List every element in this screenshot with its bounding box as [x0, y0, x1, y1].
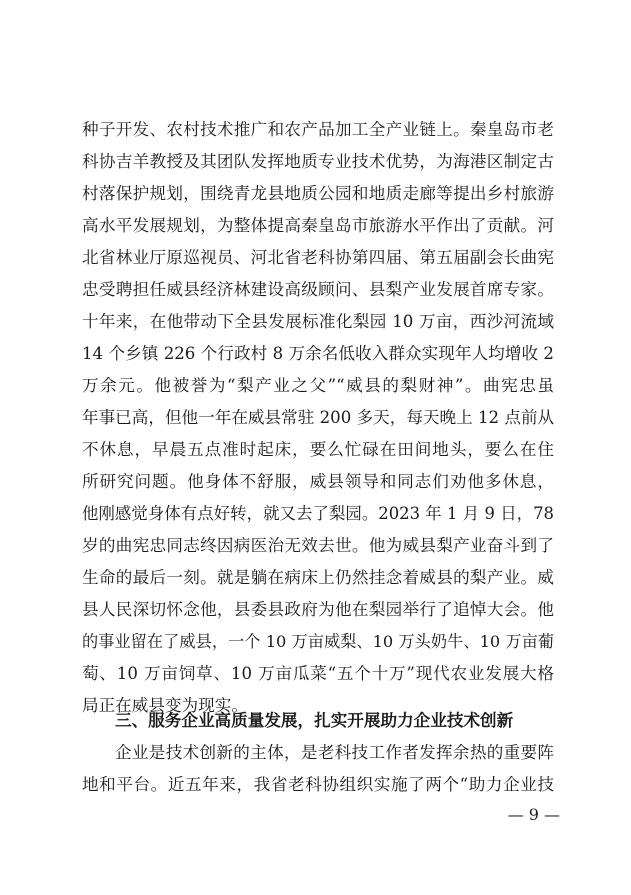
text-line: 年事已高，但他一年在威县常驻 200 多天，每天晚上 12 点前从	[82, 408, 554, 427]
paragraph-2	[82, 737, 554, 801]
text-line: 不休息，早晨五点准时起床，要么忙碌在田间地头，要么在住	[82, 440, 554, 459]
text-line: 忠受聘担任威县经济林建设高级顾问、县梨产业发展首席专家。	[82, 280, 554, 299]
page-number: — 9 —	[507, 805, 560, 824]
text-line: 萄、10 万亩饲草、10 万亩瓜菜“五个十万”现代农业发展大格	[82, 664, 554, 683]
text-line: 十年来，在他带动下全县发展标准化梨园 10 万亩，西沙河流域	[82, 312, 554, 331]
text-line: 高水平发展规划，为整体提高秦皇岛市旅游水平作出了贡献。河	[82, 216, 554, 235]
text-line: 万余元。他被誉为“梨产业之父”“威县的梨财神”。曲宪忠虽	[82, 376, 554, 395]
text-line: 村落保护规划，围绕青龙县地质公园和地质走廊等提出乡村旅游	[82, 184, 554, 203]
text-line: 企业是技术创新的主体，是老科技工作者发挥余热的重要阵	[115, 743, 554, 762]
text-line: 种子开发、农村技术推广和农产品加工全产业链上。秦皇岛市老	[82, 120, 554, 139]
text-line: 局正在威县变为现实。	[82, 696, 248, 715]
text-line: 所研究问题。他身体不舒服，威县领导和同志们劝他多休息，	[82, 472, 554, 491]
text-line: 科协吉羊教授及其团队发挥地质专业技术优势，为海港区制定古	[82, 152, 554, 171]
text-line: 县人民深切怀念他，县委县政府为他在梨园举行了追悼大会。他	[82, 600, 554, 619]
text-line: 地和平台。近五年来，我省老科协组织实施了两个“助力企业技	[82, 775, 554, 794]
text-line: 北省林业厅原巡视员、河北省老科协第四届、第五届副会长曲宪	[82, 248, 554, 267]
text-line: 岁的曲宪忠同志终因病医治无效去世。他为威县梨产业奋斗到了	[82, 536, 554, 555]
text-line: 14 个乡镇 226 个行政村 8 万余名低收入群众实现年人均增收 2	[82, 344, 554, 363]
text-line: 的事业留在了威县，一个 10 万亩威梨、10 万头奶牛、10 万亩葡	[82, 632, 554, 651]
text-line: 生命的最后一刻。就是躺在病床上仍然挂念着威县的梨产业。威	[82, 568, 554, 587]
text-line: 他刚感觉身体有点好转，就又去了梨园。2023 年 1 月 9 日，78	[82, 504, 554, 523]
paragraph-1	[82, 114, 554, 722]
section-heading: 三、服务企业高质量发展，扎实开展助力企业技术创新	[115, 711, 514, 730]
